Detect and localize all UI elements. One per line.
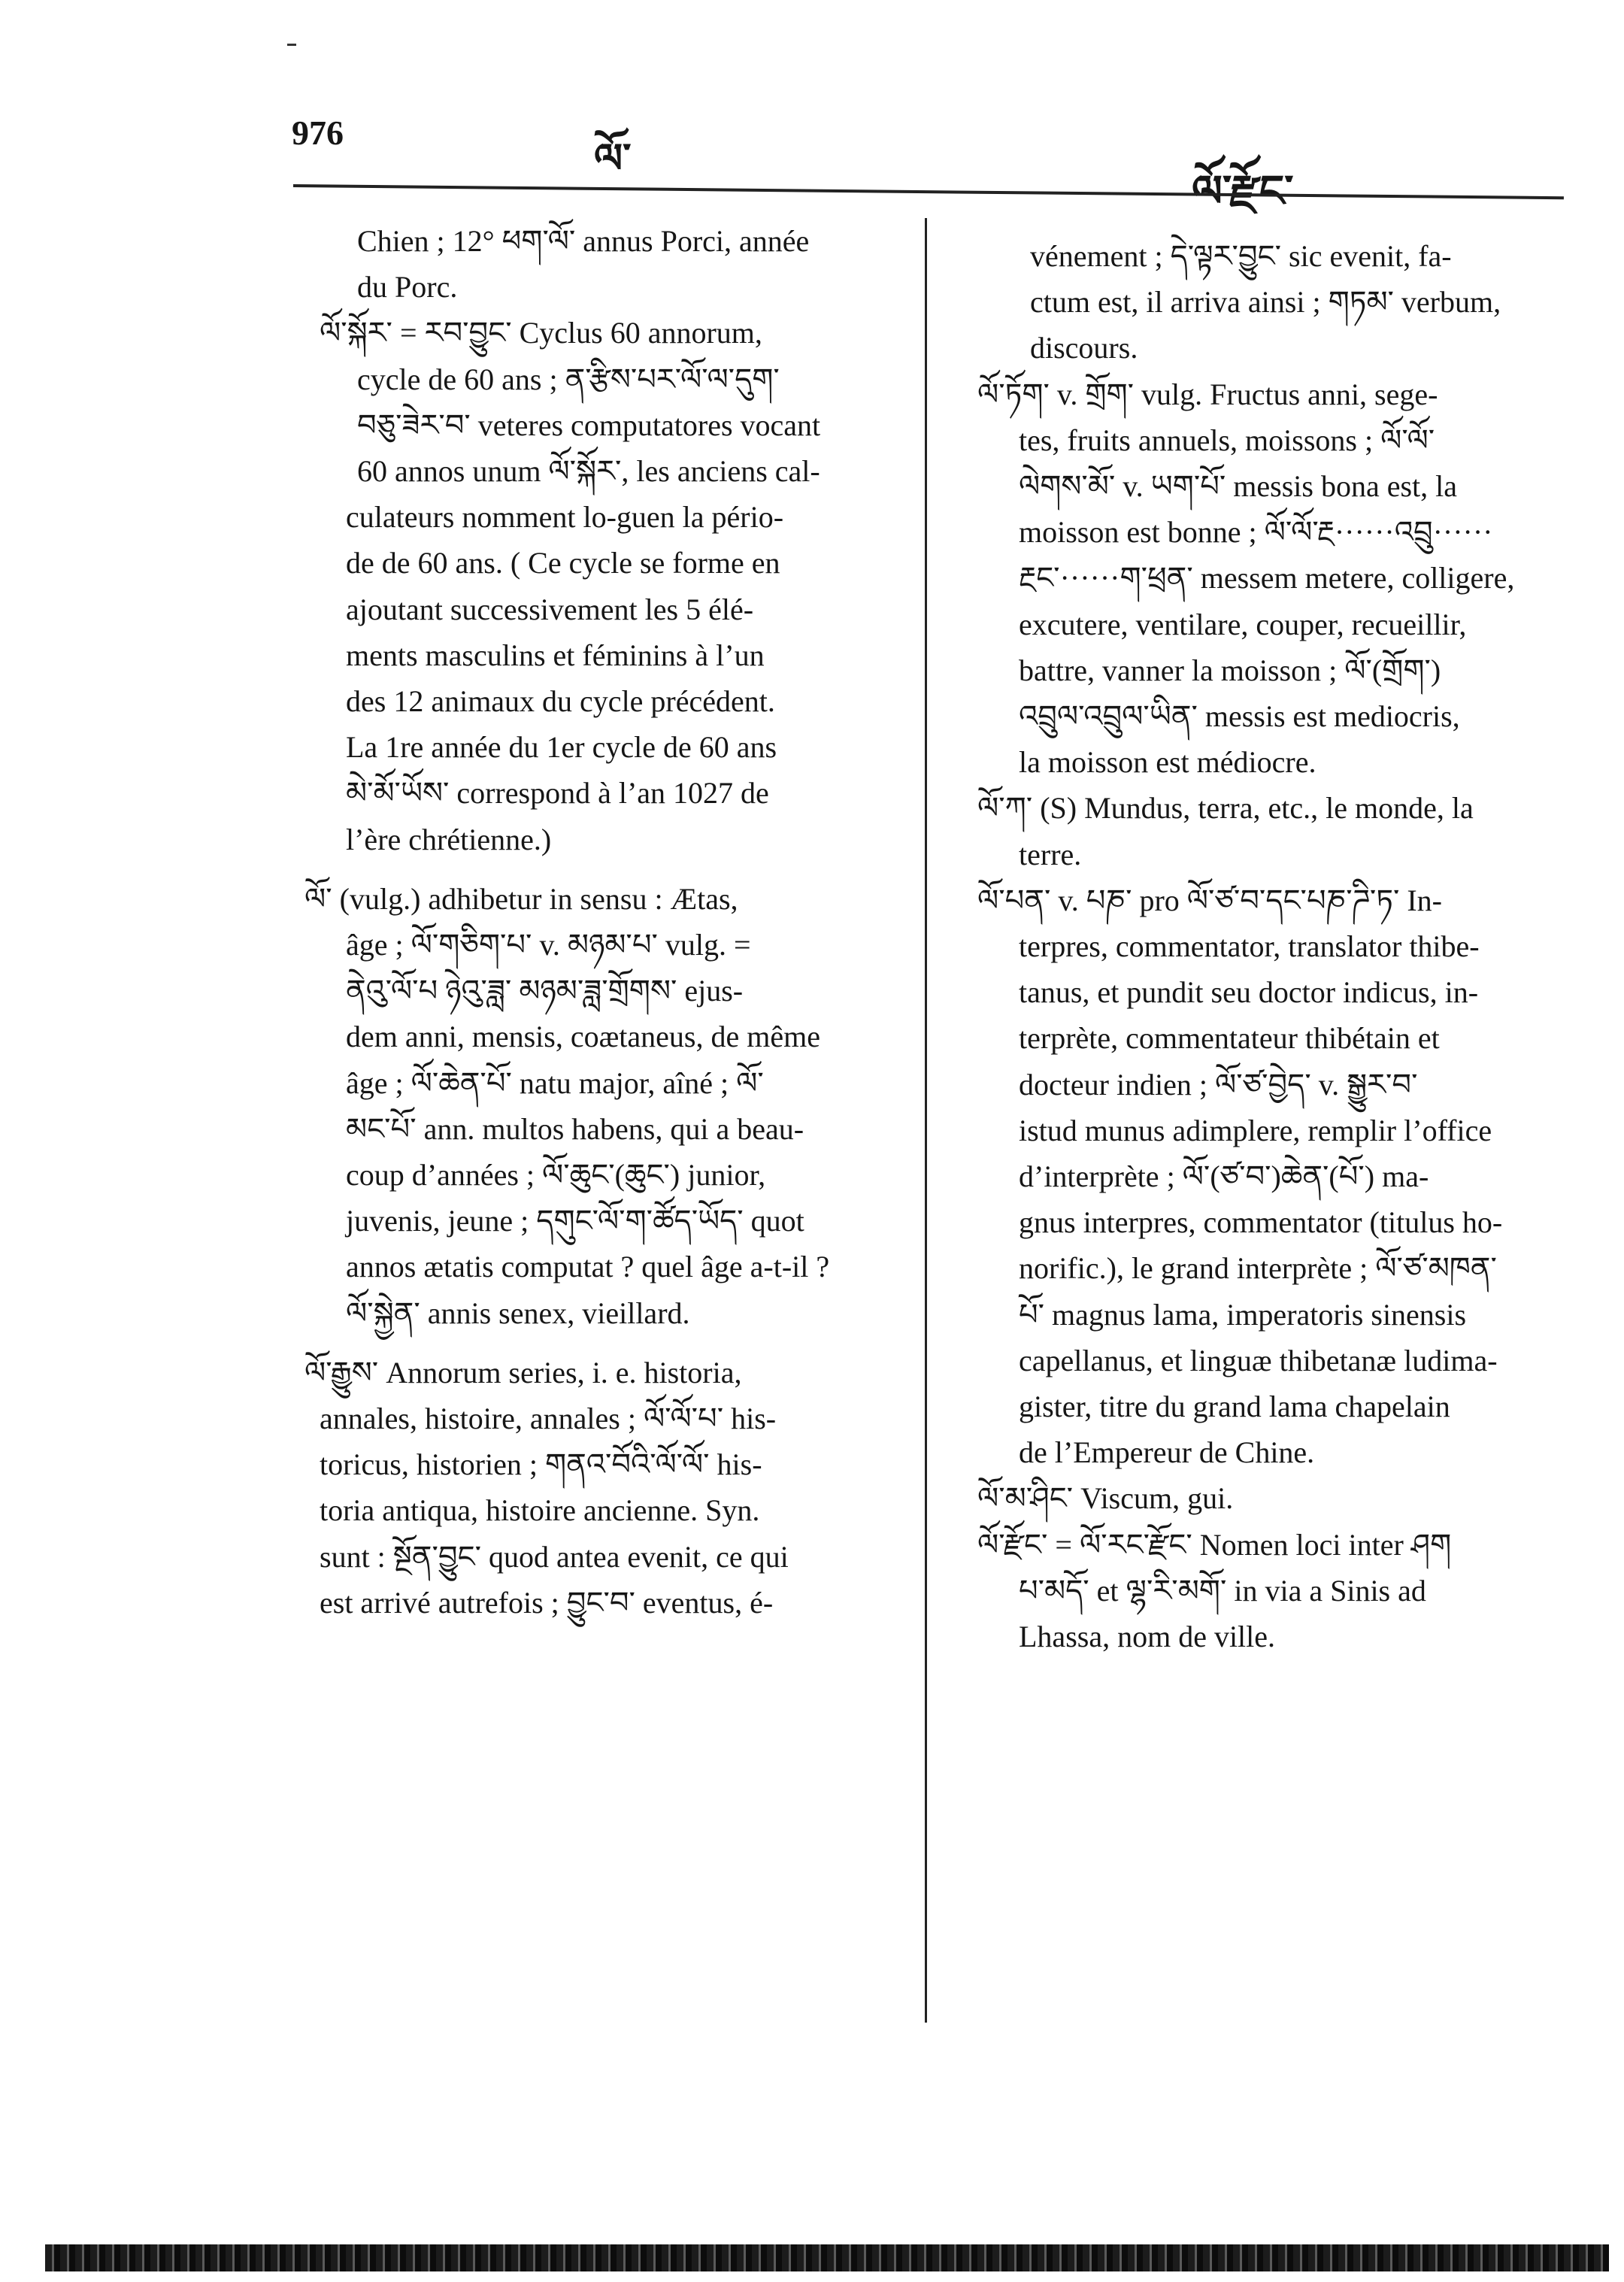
text-line: པ་མདོ་ et ལྷ་རི་མགོ་ in via a Sinis ad [1019, 1573, 1426, 1608]
entry-head-line: ལོ་པན་ v. པཎ་ pro ལོ་ཙ་བ་དང་པཎ་ཌི་ཏ་ In- [977, 883, 1443, 917]
text-line: ctum est, il arriva ainsi ; གཏམ་ verbum, [1030, 285, 1501, 320]
text-line: dem anni, mensis, coætaneus, de même [346, 1020, 820, 1054]
entry-head-line: ལོ་ (vulg.) adhibetur in sensu : Ætas, [304, 881, 738, 916]
section-glyph: ལོ་ [594, 136, 632, 181]
text-line: tes, fruits annuels, moissons ; ལོ་ལོ་ [1019, 423, 1435, 457]
text-line: d’interprète ; ལོ་(ཙ་བ་)ཆེན་(པོ་) ma- [1019, 1159, 1429, 1194]
text-line: capellanus, et linguæ thibetanæ ludima- [1019, 1343, 1498, 1377]
text-line: la moisson est médiocre. [1019, 745, 1316, 780]
entry-head-line: ལོ་མ་ཤིང་ Viscum, gui. [977, 1481, 1234, 1516]
text-line: terre. [1019, 837, 1082, 871]
stray-mark [287, 44, 296, 46]
text-line: Chien ; 12° ཕག་ལོ་ annus Porci, année [357, 224, 810, 258]
text-line: 60 annos unum ལོ་སྐོར་, les anciens cal- [357, 454, 820, 489]
text-line: culateurs nomment lo-guen la pério- [346, 500, 784, 535]
text-line: istud munus adimplere, remplir l’office [1019, 1113, 1492, 1147]
text-line: gister, titre du grand lama chapelain [1019, 1390, 1450, 1424]
entry-head-line: ལོ་ཏོག་ v. གྲོག་ vulg. Fructus anni, sege- [977, 377, 1438, 411]
right-column [977, 233, 1549, 1659]
text-line: terpres, commentator, translator thibe- [1019, 929, 1480, 964]
text-line: âge ; ལོ་གཅིག་པ་ v. མཉམ་པ་ vulg. = [346, 928, 751, 962]
text-line: annales, histoire, annales ; ལོ་ལོ་པ་ his- [320, 1402, 777, 1436]
text-line: gnus interpres, commentator (titulus ho- [1019, 1205, 1503, 1240]
header-rule [293, 184, 1564, 199]
scan-edge-band [45, 2244, 1609, 2271]
text-line: juvenis, jeune ; དགུང་ལོ་ག་ཚོད་ཡོད་ quot [346, 1204, 804, 1238]
text-line: ནེའུ་ལོ་པ ཉེའུ་ཟླ་ མཉམ་ཟླ་གྲོགས་ ejus- [346, 974, 744, 1008]
text-line: ལོ་སྐྱེན་ annis senex, vieillard. [346, 1296, 690, 1330]
text-line: toricus, historien ; གནའ་བོའི་ལོ་ལོ་ his- [320, 1447, 762, 1482]
text-line: des 12 animaux du cycle précédent. [346, 684, 775, 719]
left-column [304, 218, 914, 1626]
text-line: moisson est bonne ; ལོ་ལོ་རྔ······འབྲུ······ [1019, 515, 1493, 550]
column-divider [925, 218, 927, 2023]
page-number: 976 [292, 114, 344, 152]
text-line: annos ætatis computat ? quel âge a-t-il ? [346, 1250, 830, 1284]
text-line: cycle de 60 ans ; ན་རྩིས་པར་ལོ་ལ་དུག་ [357, 362, 780, 396]
text-line: La 1re année du 1er cycle de 60 ans [346, 730, 777, 765]
text-line: sunt : སྔོན་བྱུང་ quod antea evenit, ce qui [320, 1539, 789, 1574]
text-line: ajoutant successivement les 5 élé- [346, 592, 754, 626]
entry-head-line: ལོ་ཀ་ (S) Mundus, terra, etc., le monde, la [977, 791, 1474, 826]
text-line: de l’Empereur de Chine. [1019, 1435, 1315, 1470]
text-line: battre, vanner la moisson ; ལོ་(གྲོག་) [1019, 653, 1441, 687]
text-line: ལེགས་མོ་ v. ཡག་པོ་ messis bona est, la [1019, 469, 1458, 504]
text-line: l’ère chrétienne.) [346, 822, 552, 856]
text-line: vénement ; དེ་ལྟར་བྱུང་ sic evenit, fa- [1030, 239, 1452, 273]
text-line: toria antiqua, histoire ancienne. Syn. [320, 1493, 760, 1528]
entry-head-line: ལོ་རྒྱུས་ Annorum series, i. e. historia, [304, 1355, 742, 1390]
text-line: coup d’années ; ལོ་ཆུང་(ཆུང་) junior, [346, 1158, 766, 1193]
text-line: tanus, et pundit seu doctor indicus, in- [1019, 975, 1479, 1010]
text-line: discours. [1030, 331, 1138, 365]
text-line: norific.), le grand interprète ; ལོ་ཙ་མཁན་ [1019, 1251, 1497, 1286]
text-line: མེ་མོ་ཡོས་ correspond à l’an 1027 de [346, 776, 769, 811]
text-line: པོ་ magnus lama, imperatoris sinensis [1019, 1297, 1467, 1332]
text-line: âge ; ལོ་ཆེན་པོ་ natu major, aîné ; ལོ་ [346, 1065, 764, 1100]
text-line: du Porc. [357, 270, 458, 305]
text-line: ments masculins et féminins à l’un [346, 638, 765, 672]
entry-head-line: ལོ་སྐོར་ = རབ་བྱུང་ Cyclus 60 annorum, [320, 316, 762, 350]
text-line: འབྲུལ་འབྲུལ་ཡིན་ messis est mediocris, [1019, 699, 1460, 734]
text-line: docteur indien ; ལོ་ཙ་བྱེད་ v. སྒྱུར་བ་ [1019, 1067, 1418, 1102]
text-line: est arrivé autrefois ; བྱུང་བ་ eventus, é- [320, 1585, 774, 1620]
running-headword: ལོ་རྫོང་ [1192, 167, 1294, 216]
text-line: བཅུ་ཟེར་བ་ veteres computatores vocant [357, 408, 821, 442]
text-line: རྔང་······ག་ཕྲན་ messem metere, colligere, [1019, 561, 1515, 596]
text-line: terprète, commentateur thibétain et [1019, 1021, 1440, 1056]
text-line: de de 60 ans. ( Ce cycle se forme en [346, 546, 780, 580]
text-line: མང་པོ་ ann. multos habens, qui a beau- [346, 1111, 804, 1146]
text-line: excutere, ventilare, couper, recueillir, [1019, 607, 1467, 641]
entry-head-line: ལོ་རྫོང་ = ལོ་རང་རྫོང་ Nomen loci inter ཤག [977, 1527, 1452, 1562]
text-line: Lhassa, nom de ville. [1019, 1620, 1276, 1654]
